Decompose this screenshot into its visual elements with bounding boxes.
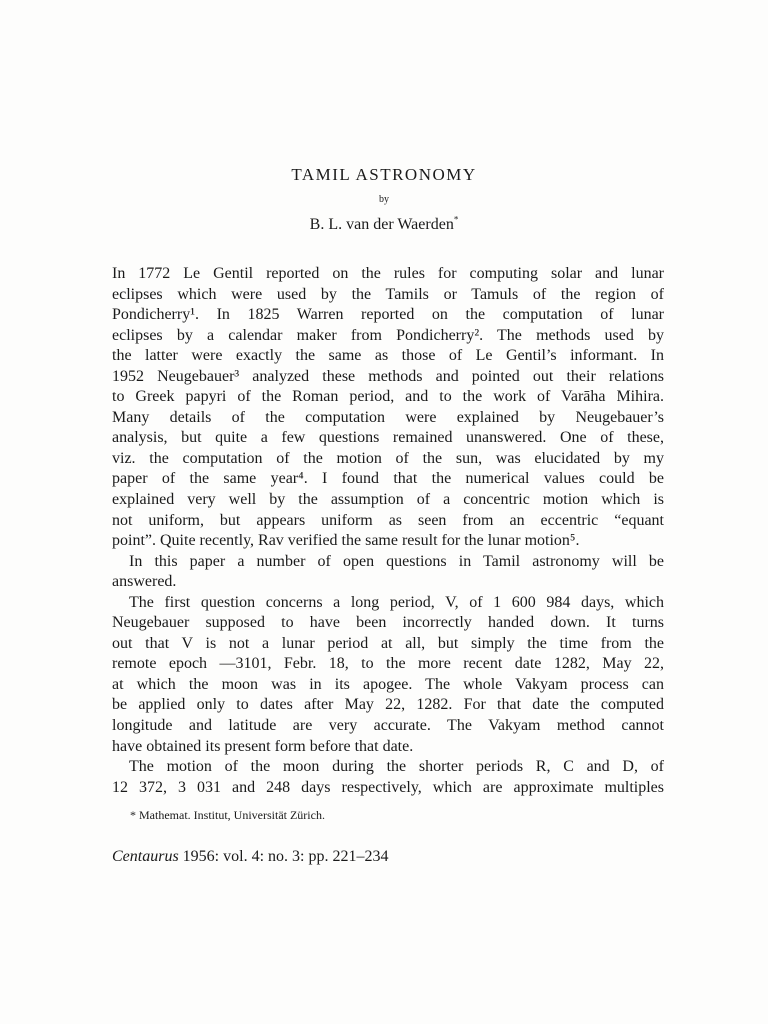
body-line: The first question concerns a long period, V, of 1 600 984 days, which <box>129 593 664 611</box>
footnote: * Mathemat. Institut, Universität Zürich. <box>130 808 325 822</box>
citation-journal: Centaurus <box>112 848 179 865</box>
author-footnote-mark: * <box>453 214 459 225</box>
citation <box>112 848 388 866</box>
body-line: 1952 Neugebauer³ analyzed these methods and pointed out their relations <box>112 367 664 385</box>
citation-details: 1956: vol. 4: no. 3: pp. 221–234 <box>182 848 389 865</box>
body-line: point”. Quite recently, Rav verified the same result for the lunar motion⁵. <box>112 532 580 550</box>
body-line: Pondicherry¹. In 1825 Warren reported on the computation of lunar <box>112 306 664 324</box>
body-line: Many details of the computation were explained by Neugebauer’s <box>112 408 664 426</box>
body-line: 12 372, 3 031 and 248 days respectively, which are approximate multiples <box>112 778 664 796</box>
body-line: The motion of the moon during the shorter periods R, C and D, of <box>129 758 664 776</box>
body-line: explained very well by the assumption of a concentric motion which is <box>112 491 664 509</box>
body-text <box>112 264 664 798</box>
body-line: remote epoch —3101, Febr. 18, to the more recent date 1282, May 22, <box>112 655 664 673</box>
body-line: In this paper a number of open questions in Tamil astronomy will be <box>129 552 664 570</box>
body-line: Neugebauer supposed to have been incorrectly handed down. It turns <box>112 614 664 632</box>
body-line: paper of the same year⁴. I found that the numerical values could be <box>112 470 664 488</box>
body-line: out that V is not a lunar period at all, but simply the time from the <box>112 634 664 652</box>
body-line: longitude and latitude are very accurate. The Vakyam method cannot <box>112 717 664 735</box>
body-line: analysis, but quite a few questions remained unanswered. One of these, <box>112 429 664 447</box>
body-line: eclipses which were used by the Tamils or Tamuls of the region of <box>112 285 664 303</box>
body-line: to Greek papyri of the Roman period, and to the work of Varāha Mihira. <box>112 388 664 406</box>
paper-title: TAMIL ASTRONOMY <box>291 165 477 184</box>
body-line: the latter were exactly the same as those of Le Gentil’s informant. In <box>112 347 664 365</box>
body-line: eclipses by a calendar maker from Pondicherry². The methods used by <box>112 326 664 344</box>
byline-by: by <box>379 194 389 205</box>
body-line: not uniform, but appears uniform as seen from an eccentric “equant <box>112 511 664 529</box>
author-line <box>0 216 768 234</box>
body-line: have obtained its present form before that date. <box>112 737 414 755</box>
body-line: In 1772 Le Gentil reported on the rules for computing solar and lunar <box>112 265 664 282</box>
body-line: answered. <box>112 573 177 591</box>
author-name: B. L. van der Waerden <box>309 216 454 233</box>
body-line: viz. the computation of the motion of the sun, was elucidated by my <box>112 449 664 467</box>
body-line: at which the moon was in its apogee. The whole Vakyam process can <box>112 675 664 693</box>
body-line: be applied only to dates after May 22, 1282. For that date the computed <box>112 696 664 714</box>
